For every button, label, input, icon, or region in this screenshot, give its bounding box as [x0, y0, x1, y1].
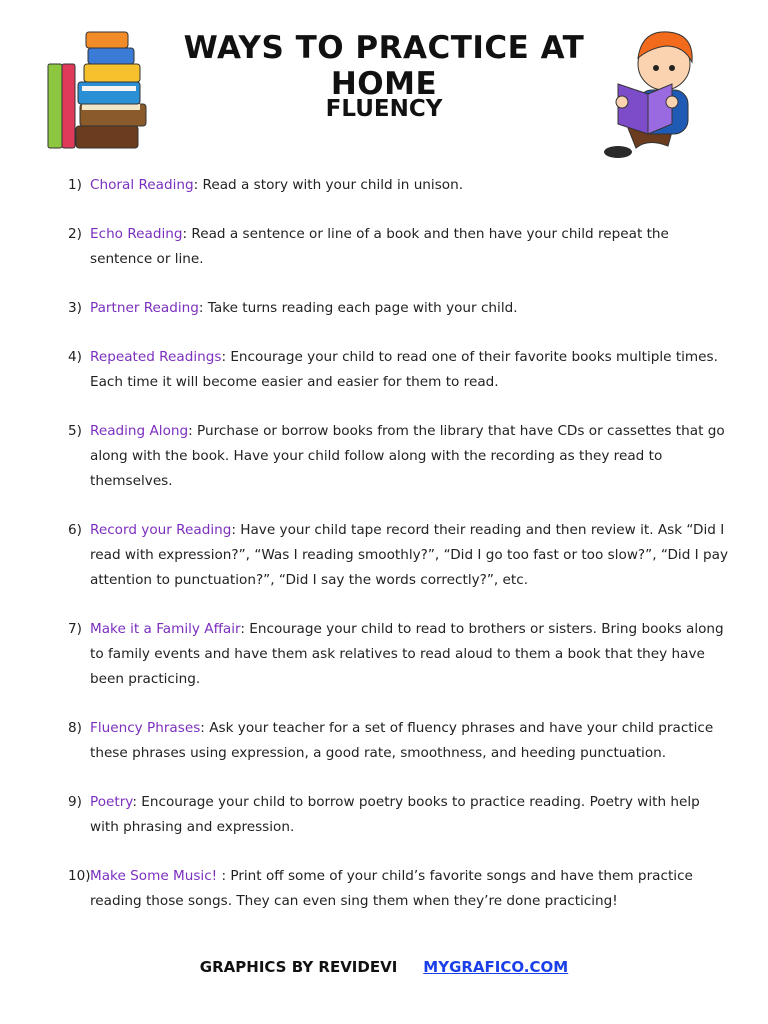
page-subtitle: FLUENCY	[325, 96, 443, 122]
list-item	[68, 790, 728, 840]
item-number: 6)	[68, 522, 82, 538]
item-text: : Encourage your child to read to brothers or sisters. Bring books along to family events and have them ask relatives to read aloud to them a book that they have been practicing.	[90, 621, 724, 687]
list-item	[68, 419, 728, 494]
item-term: Make it a Family Affair	[90, 621, 241, 637]
graphics-credit: GRAPHICS BY REVIDEVI	[199, 958, 398, 976]
list-item	[68, 345, 728, 395]
item-term: Reading Along	[90, 423, 189, 439]
item-number: 2)	[68, 226, 82, 242]
page-title: WAYS TO PRACTICE AT HOME	[183, 30, 585, 102]
footer	[0, 958, 768, 976]
item-number: 7)	[68, 621, 82, 637]
item-term: Choral Reading	[90, 177, 194, 193]
item-number: 3)	[68, 300, 82, 316]
item-number: 9)	[68, 794, 82, 810]
item-text: : Have your child tape record their reading and then review it. Ask “Did I read with expression?”, “Was I reading smoothly?”, “Did I go too fast or too slow?”, “Did I pay attention to punctuation?”, “Did I say the words correctly?”, etc.	[90, 522, 728, 588]
item-number: 5)	[68, 423, 82, 439]
list-item	[68, 222, 728, 272]
item-term: Make Some Music!	[90, 868, 218, 884]
books-stack-illustration	[46, 30, 150, 150]
item-text: : Print off some of your child’s favorite songs and have them practice reading those songs. They can even sing them when they’re done practicing!	[90, 868, 693, 909]
item-term: Poetry	[90, 794, 133, 810]
item-term: Fluency Phrases	[90, 720, 201, 736]
list-item	[68, 173, 728, 198]
item-text: : Encourage your child to borrow poetry books to practice reading. Poetry with help with phrasing and expression.	[90, 794, 700, 835]
list-item	[68, 716, 728, 766]
item-term: Record your Reading	[90, 522, 232, 538]
item-term: Partner Reading	[90, 300, 199, 316]
item-text: : Read a sentence or line of a book and then have your child repeat the sentence or line.	[90, 226, 669, 267]
item-term: Echo Reading	[90, 226, 183, 242]
item-term: Repeated Readings	[90, 349, 222, 365]
item-number: 8)	[68, 720, 82, 736]
website-link[interactable]: MYGRAFICO.COM	[423, 958, 569, 976]
item-text: : Take turns reading each page with your child.	[198, 300, 518, 316]
list-item	[68, 864, 728, 914]
practice-list	[68, 173, 728, 938]
item-text: : Ask your teacher for a set of fluency phrases and have your child practice these phrases using expression, a good rate, smoothness, and heeding punctuation.	[90, 720, 714, 761]
list-item	[68, 296, 728, 321]
list-item	[68, 518, 728, 593]
item-number: 1)	[68, 177, 82, 193]
item-text: : Purchase or borrow books from the library that have CDs or cassettes that go along with the book. Have your child follow along with the recording as they read to themselves.	[90, 423, 725, 489]
item-number: 10)	[68, 868, 91, 884]
item-number: 4)	[68, 349, 82, 365]
item-text: : Read a story with your child in unison.	[193, 177, 464, 193]
item-text: : Encourage your child to read one of their favorite books multiple times. Each time it will become easier and easier for them to read.	[90, 349, 718, 390]
list-item	[68, 617, 728, 692]
